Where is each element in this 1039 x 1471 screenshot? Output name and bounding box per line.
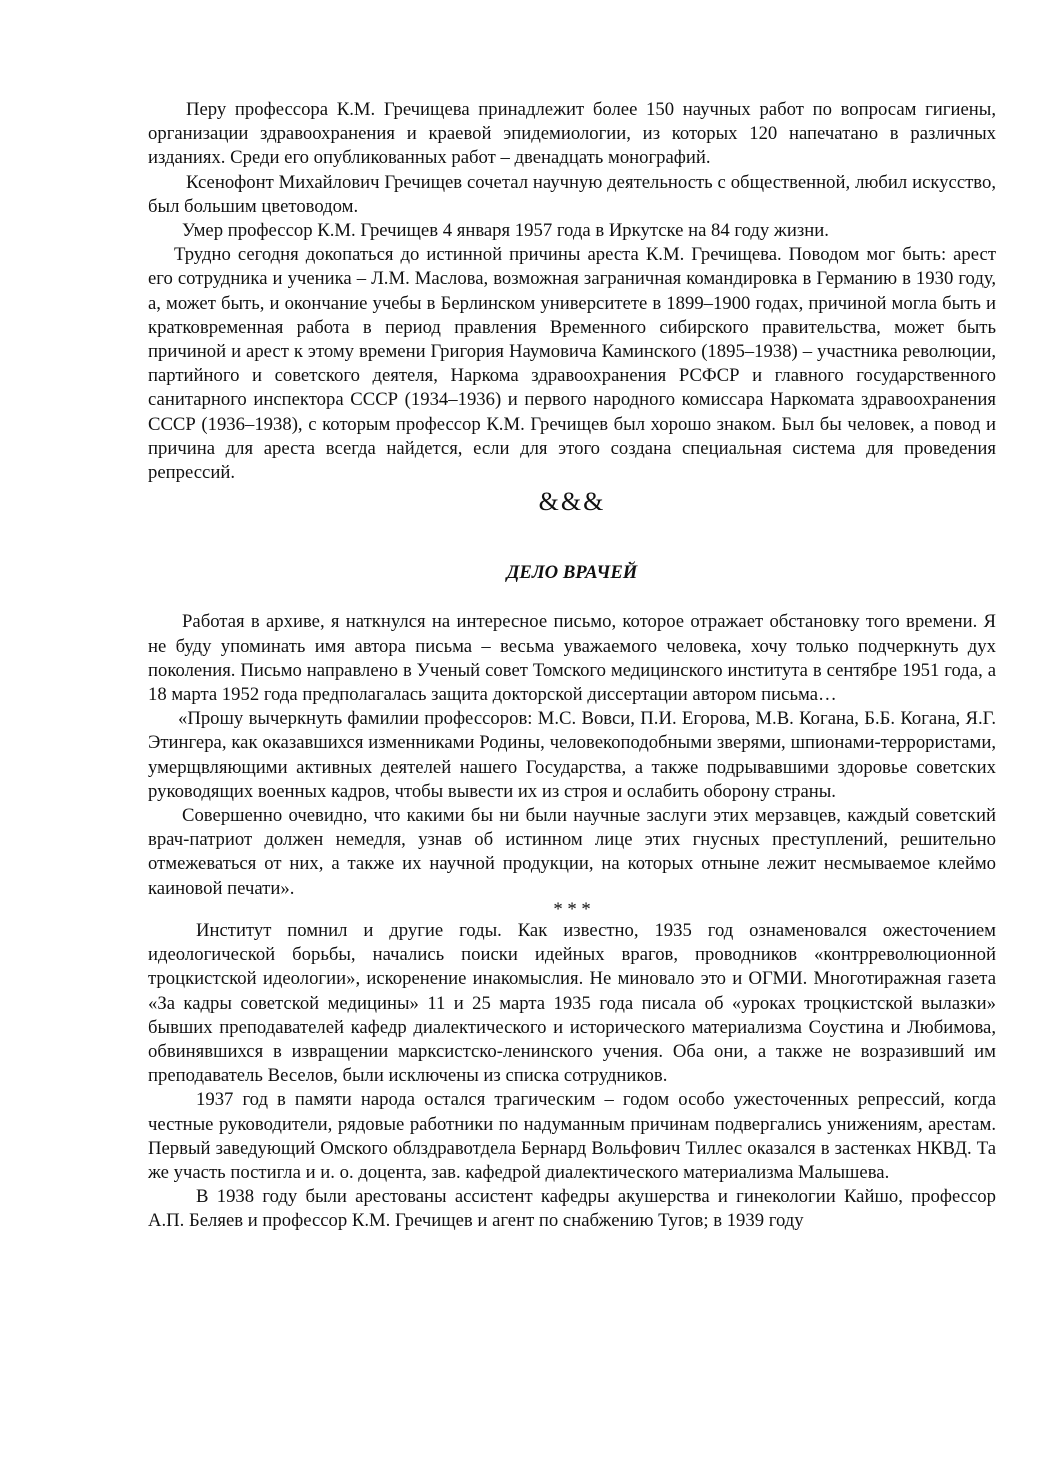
document-page xyxy=(148,98,996,1234)
asterism-divider: * * * xyxy=(553,898,591,920)
paragraph: Ксенофонт Михайлович Гречищев сочетал научную деятельность с общественной, любил искусство, был большим цветоводом. xyxy=(148,171,996,217)
paragraph: Институт помнил и другие годы. Как известно, 1935 год ознаменовался ожесточением идеологической борьбы, начались поиски идейных врагов, проводников «контрреволюционной троцкистской идеологии», искоренение инакомыслия. Не миновало это и ОГМИ. Многотиражная газета «За кадры советской медицины» 11 и 25 марта 1935 года писала об «уроках троцкистской вылазки» бывших преподавателей кафедр диалектического и исторического материализма Соустина и Любимова, обвинявшихся в извращении марксистско-ленинского учения. Оба они, а также не возразивший им преподаватель Веселов, были исключены из списка сотрудников. xyxy=(148,919,996,1087)
section-divider-ornament: &&& xyxy=(538,487,606,517)
paragraph: 1937 год в памяти народа остался трагическим – годом особо ужесточенных репрессий, когда честные руководители, рядовые работники по надуманным причинам подвергались унижениям, арестам. Первый заведующий Омского облздравотдела Бернард Вольфович Тиллес оказался в застенках НКВД. Та же участь постигла и и. о. доцента, зав. кафедрой диалектического материализма Малышева. xyxy=(148,1089,996,1183)
paragraph: Умер профессор К.М. Гречищев 4 января 1957 года в Иркутске на 84 году жизни. xyxy=(182,220,829,242)
paragraph: Работая в архиве, я наткнулся на интересное письмо, которое отражает обстановку того времени. Я не буду упоминать имя автора письма – весьма уважаемого человека, хочу только подчеркнуть дух поколения. Письмо направлено в Ученый совет Томского медицинского института в сентябре 1951 года, а 18 марта 1952 года предполагалась защита докторской диссертации автором письма… xyxy=(148,611,996,706)
paragraph: Трудно сегодня докопаться до истинной причины ареста К.М. Гречищева. Поводом мог быть: арест его сотрудника и ученика – Л.М. Маслова, возможная заграничная командировка в Германию в 1930 году, а, может быть, и окончание учебы в Берлинском университете в 1899–1900 годах, причиной могла быть и кратковременная работа в период правления Временного сибирского правительства, может быть причиной и арест к этому времени Григория Наумовича Каминского (1895–1938) – участника революции, партийного и советского деятеля, Наркома здравоохранения РСФСР и главного государственного санитарного инспектора СССР (1934–1936) и первого народного комиссара Наркомата здравоохранения СССР (1936–1938), с которым профессор К.М. Гречищев был хорошо знаком. Был бы человек, а повод и причина для ареста всегда найдется, если для этого создана специальная система для проведения репрессий. xyxy=(148,244,996,484)
section-title: ДЕЛО ВРАЧЕЙ xyxy=(506,562,638,584)
quoted-letter-paragraph: «Прошу вычеркнуть фамилии профессоров: М.С. Вовси, П.И. Егорова, М.В. Когана, Б.Б. Когана, Я.Г. Этингера, как оказавшихся изменниками Родины, человекоподобными зверями, шпионами-террористами, умерщвляющими активных деятелей нашего Государства, а также подрывавшими здоровье советских руководящих военных кадров, чтобы вывести их из строя и ослабить оборону страны. xyxy=(148,708,996,802)
paragraph: Перу профессора К.М. Гречищева принадлежит более 150 научных работ по вопросам гигиены, организации здравоохранения и краевой эпидемиологии, из которых 120 напечатано в различных изданиях. Среди его опубликованных работ – двенадцать монографий. xyxy=(148,99,996,169)
paragraph: В 1938 году были арестованы ассистент кафедры акушерства и гинекологии Кайшо, профессор А.П. Беляев и профессор К.М. Гречищев и агент по снабжению Тугов; в 1939 году xyxy=(148,1186,996,1232)
quoted-letter-paragraph: Совершенно очевидно, что какими бы ни были научные заслуги этих мерзавцев, каждый советский врач-патриот должен немедля, узнав об истинном лице этих гнусных преступлений, решительно отмежеваться от них, а также их научной продукции, на которых отныне лежит несмываемое клеймо каиновой печати». xyxy=(148,805,996,899)
